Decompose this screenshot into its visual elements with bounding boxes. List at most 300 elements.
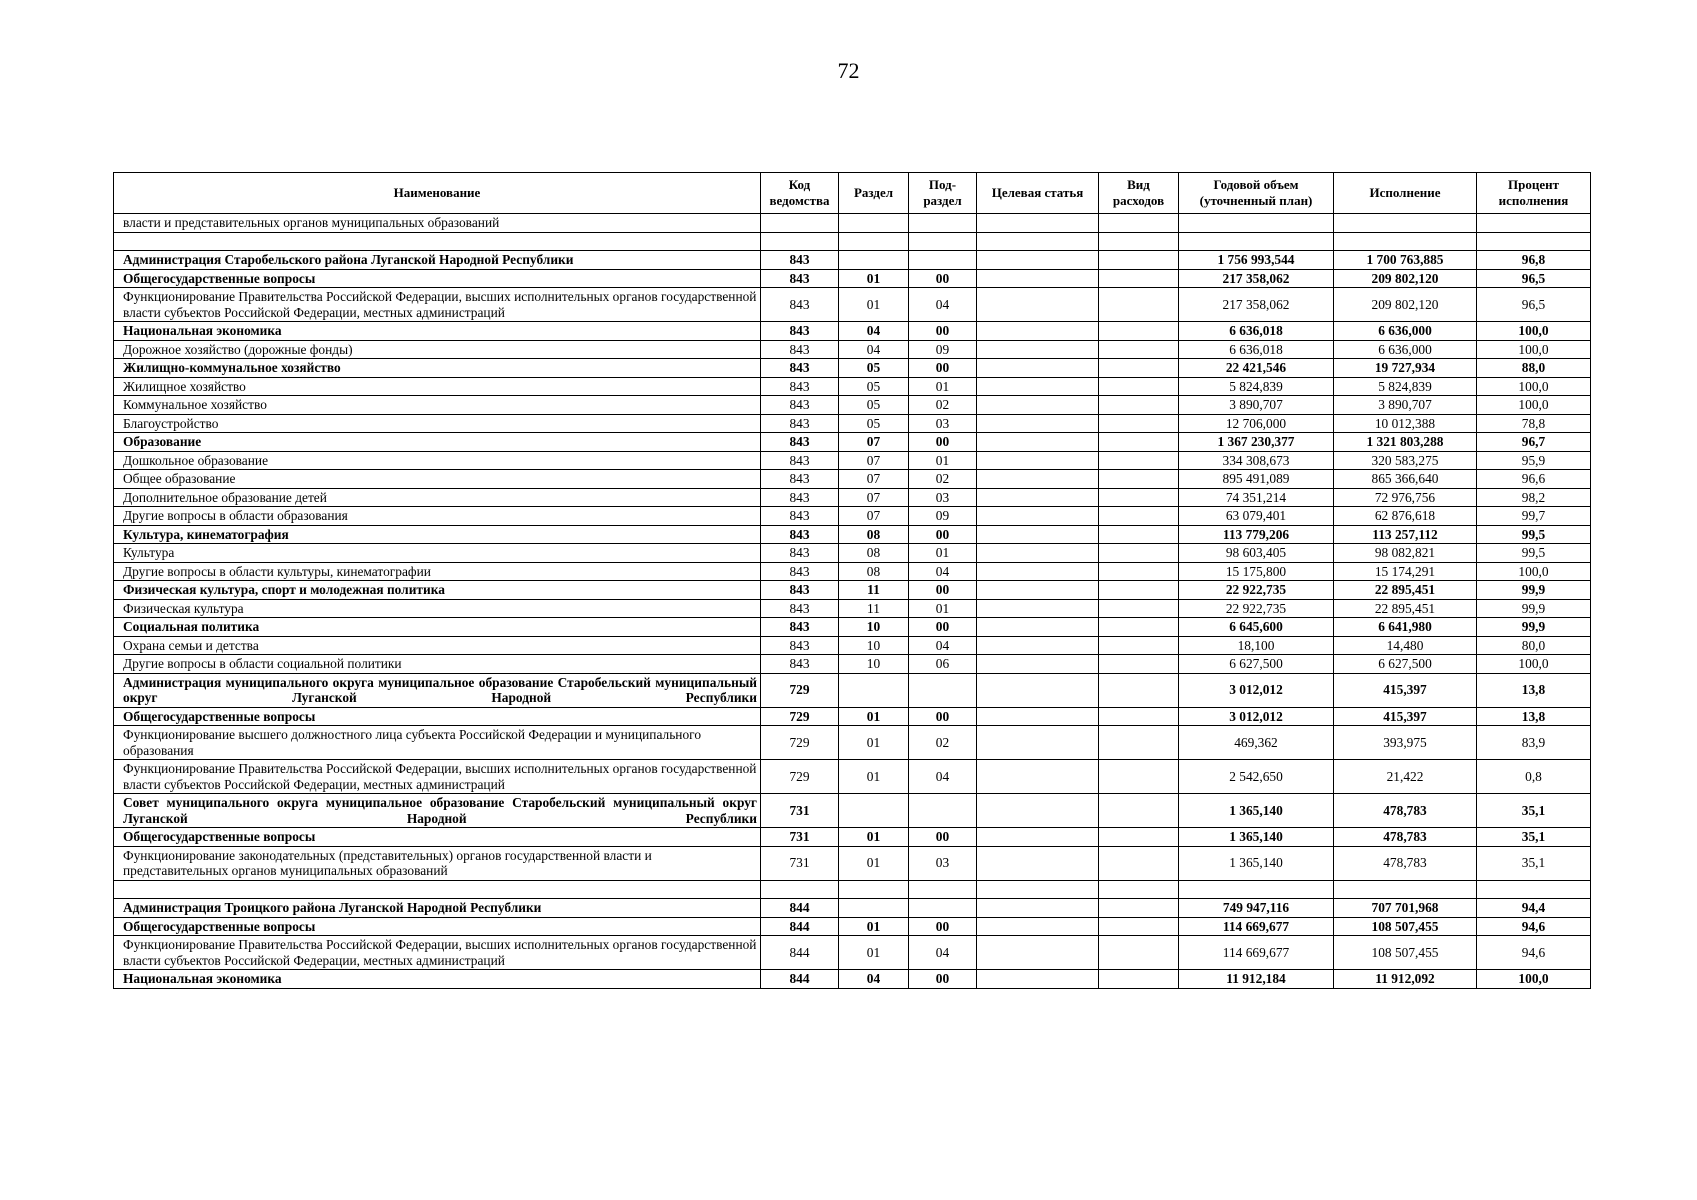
cell-execution: 22 895,451 xyxy=(1334,581,1477,600)
cell-annual-plan: 98 603,405 xyxy=(1179,544,1334,563)
table-row xyxy=(114,760,1591,794)
cell-execution: 6 641,980 xyxy=(1334,618,1477,637)
cell-subsection: 01 xyxy=(909,377,977,396)
cell-name: Общегосударственные вопросы xyxy=(114,917,761,936)
cell-name: Культура xyxy=(114,544,761,563)
cell-name: Дошкольное образование xyxy=(114,451,761,470)
cell-annual-plan: 217 358,062 xyxy=(1179,269,1334,288)
cell-section: 01 xyxy=(839,707,909,726)
cell-execution-percent: 100,0 xyxy=(1477,377,1591,396)
cell-target-article xyxy=(977,269,1099,288)
table-row xyxy=(114,544,1591,563)
cell-execution-percent: 94,6 xyxy=(1477,917,1591,936)
cell-section: 08 xyxy=(839,562,909,581)
cell-expense-type xyxy=(1099,936,1179,970)
cell-section xyxy=(839,214,909,233)
cell-name: Общегосударственные вопросы xyxy=(114,269,761,288)
cell-section: 08 xyxy=(839,525,909,544)
cell-annual-plan: 12 706,000 xyxy=(1179,414,1334,433)
cell-execution-percent: 96,5 xyxy=(1477,269,1591,288)
cell-subsection: 04 xyxy=(909,936,977,970)
cell-subsection: 04 xyxy=(909,636,977,655)
cell-ved-code: 843 xyxy=(761,581,839,600)
cell-section: 07 xyxy=(839,507,909,526)
cell-ved-code: 843 xyxy=(761,636,839,655)
cell-subsection: 09 xyxy=(909,340,977,359)
cell-execution: 478,783 xyxy=(1334,828,1477,847)
table-row xyxy=(114,377,1591,396)
cell-section: 05 xyxy=(839,414,909,433)
cell-execution: 209 802,120 xyxy=(1334,269,1477,288)
table-row xyxy=(114,396,1591,415)
cell-name: Физическая культура xyxy=(114,599,761,618)
cell-ved-code: 844 xyxy=(761,936,839,970)
table-row xyxy=(114,470,1591,489)
header-target-article: Целевая статья xyxy=(977,173,1099,214)
cell-annual-plan: 3 012,012 xyxy=(1179,673,1334,707)
cell-ved-code: 843 xyxy=(761,269,839,288)
cell-section xyxy=(839,794,909,828)
table-row xyxy=(114,562,1591,581)
cell-ved-code xyxy=(761,880,839,899)
cell-expense-type xyxy=(1099,525,1179,544)
cell-target-article xyxy=(977,214,1099,233)
cell-section xyxy=(839,232,909,251)
cell-target-article xyxy=(977,828,1099,847)
cell-section: 10 xyxy=(839,618,909,637)
cell-annual-plan xyxy=(1179,880,1334,899)
cell-subsection: 00 xyxy=(909,828,977,847)
cell-annual-plan: 74 351,214 xyxy=(1179,488,1334,507)
cell-expense-type xyxy=(1099,269,1179,288)
cell-subsection: 09 xyxy=(909,507,977,526)
cell-subsection: 01 xyxy=(909,544,977,563)
table-row xyxy=(114,581,1591,600)
cell-section: 01 xyxy=(839,760,909,794)
table-row xyxy=(114,214,1591,233)
cell-execution-percent: 98,2 xyxy=(1477,488,1591,507)
cell-ved-code: 731 xyxy=(761,794,839,828)
cell-target-article xyxy=(977,599,1099,618)
cell-name: Образование xyxy=(114,433,761,452)
cell-expense-type xyxy=(1099,377,1179,396)
cell-execution-percent: 94,4 xyxy=(1477,899,1591,918)
cell-execution-percent: 100,0 xyxy=(1477,322,1591,341)
cell-expense-type xyxy=(1099,488,1179,507)
cell-name: Общегосударственные вопросы xyxy=(114,828,761,847)
cell-target-article xyxy=(977,544,1099,563)
cell-annual-plan: 11 912,184 xyxy=(1179,970,1334,989)
cell-subsection: 00 xyxy=(909,917,977,936)
cell-ved-code: 843 xyxy=(761,340,839,359)
cell-ved-code: 731 xyxy=(761,828,839,847)
cell-annual-plan: 22 421,546 xyxy=(1179,359,1334,378)
cell-target-article xyxy=(977,288,1099,322)
cell-expense-type xyxy=(1099,562,1179,581)
cell-subsection: 00 xyxy=(909,970,977,989)
cell-ved-code: 843 xyxy=(761,377,839,396)
cell-execution: 5 824,839 xyxy=(1334,377,1477,396)
cell-subsection: 00 xyxy=(909,322,977,341)
table-body xyxy=(114,214,1591,989)
table-row xyxy=(114,899,1591,918)
cell-execution-percent: 99,5 xyxy=(1477,525,1591,544)
table-row xyxy=(114,707,1591,726)
cell-subsection: 04 xyxy=(909,760,977,794)
cell-expense-type xyxy=(1099,760,1179,794)
cell-execution: 108 507,455 xyxy=(1334,917,1477,936)
cell-section xyxy=(839,899,909,918)
cell-expense-type xyxy=(1099,970,1179,989)
cell-execution xyxy=(1334,880,1477,899)
table-row xyxy=(114,414,1591,433)
cell-execution-percent: 83,9 xyxy=(1477,726,1591,760)
cell-section: 01 xyxy=(839,726,909,760)
cell-execution-percent: 100,0 xyxy=(1477,340,1591,359)
cell-ved-code: 843 xyxy=(761,414,839,433)
cell-name: Функционирование Правительства Российской Федерации, высших исполнительных органов государственной власти субъектов Российской Федерации, местных администраций xyxy=(114,936,761,970)
cell-subsection: 00 xyxy=(909,525,977,544)
cell-section xyxy=(839,673,909,707)
cell-annual-plan: 895 491,089 xyxy=(1179,470,1334,489)
cell-target-article xyxy=(977,322,1099,341)
table-row xyxy=(114,269,1591,288)
table-row xyxy=(114,359,1591,378)
cell-section: 07 xyxy=(839,451,909,470)
cell-expense-type xyxy=(1099,707,1179,726)
cell-execution-percent: 99,5 xyxy=(1477,544,1591,563)
cell-expense-type xyxy=(1099,655,1179,674)
cell-subsection: 02 xyxy=(909,470,977,489)
cell-section: 07 xyxy=(839,433,909,452)
cell-section: 07 xyxy=(839,470,909,489)
cell-ved-code: 843 xyxy=(761,618,839,637)
cell-execution-percent: 35,1 xyxy=(1477,794,1591,828)
cell-name: Администрация Старобельского района Луганской Народной Республики xyxy=(114,251,761,270)
cell-execution-percent: 13,8 xyxy=(1477,673,1591,707)
cell-name: Администрация Троицкого района Луганской Народной Республики xyxy=(114,899,761,918)
cell-execution-percent xyxy=(1477,232,1591,251)
cell-expense-type xyxy=(1099,599,1179,618)
cell-target-article xyxy=(977,899,1099,918)
cell-subsection xyxy=(909,673,977,707)
cell-execution-percent xyxy=(1477,214,1591,233)
cell-expense-type xyxy=(1099,470,1179,489)
cell-ved-code: 731 xyxy=(761,846,839,880)
cell-ved-code: 843 xyxy=(761,544,839,563)
cell-subsection xyxy=(909,251,977,270)
cell-ved-code: 843 xyxy=(761,507,839,526)
table-row xyxy=(114,846,1591,880)
cell-name: Национальная экономика xyxy=(114,970,761,989)
cell-execution-percent: 99,9 xyxy=(1477,581,1591,600)
cell-target-article xyxy=(977,707,1099,726)
table-row xyxy=(114,451,1591,470)
cell-execution-percent: 99,7 xyxy=(1477,507,1591,526)
table-header-row xyxy=(114,173,1591,214)
cell-target-article xyxy=(977,655,1099,674)
cell-execution: 1 700 763,885 xyxy=(1334,251,1477,270)
cell-subsection: 02 xyxy=(909,726,977,760)
cell-expense-type xyxy=(1099,288,1179,322)
table-row xyxy=(114,525,1591,544)
cell-section: 01 xyxy=(839,269,909,288)
cell-ved-code: 729 xyxy=(761,726,839,760)
cell-name: Общее образование xyxy=(114,470,761,489)
table-row xyxy=(114,433,1591,452)
cell-section: 10 xyxy=(839,636,909,655)
cell-section: 11 xyxy=(839,581,909,600)
cell-expense-type xyxy=(1099,544,1179,563)
cell-target-article xyxy=(977,726,1099,760)
table-row xyxy=(114,599,1591,618)
cell-subsection: 03 xyxy=(909,488,977,507)
cell-subsection: 00 xyxy=(909,618,977,637)
cell-annual-plan: 334 308,673 xyxy=(1179,451,1334,470)
cell-annual-plan: 1 365,140 xyxy=(1179,828,1334,847)
cell-subsection xyxy=(909,214,977,233)
cell-target-article xyxy=(977,359,1099,378)
cell-ved-code: 843 xyxy=(761,288,839,322)
cell-execution: 478,783 xyxy=(1334,846,1477,880)
cell-subsection: 03 xyxy=(909,414,977,433)
cell-execution: 11 912,092 xyxy=(1334,970,1477,989)
header-ved-code: Код ведомства xyxy=(761,173,839,214)
cell-ved-code: 843 xyxy=(761,322,839,341)
cell-execution: 14,480 xyxy=(1334,636,1477,655)
cell-execution-percent: 88,0 xyxy=(1477,359,1591,378)
cell-ved-code: 843 xyxy=(761,359,839,378)
cell-execution: 10 012,388 xyxy=(1334,414,1477,433)
cell-annual-plan: 1 756 993,544 xyxy=(1179,251,1334,270)
cell-expense-type xyxy=(1099,322,1179,341)
cell-expense-type xyxy=(1099,794,1179,828)
cell-expense-type xyxy=(1099,340,1179,359)
cell-ved-code: 843 xyxy=(761,470,839,489)
cell-subsection: 00 xyxy=(909,707,977,726)
cell-name: Администрация муниципального округа муниципальное образование Старобельский муниципальный округ Луганской Народной Республики xyxy=(114,673,761,707)
cell-subsection xyxy=(909,794,977,828)
cell-annual-plan: 1 365,140 xyxy=(1179,846,1334,880)
cell-target-article xyxy=(977,936,1099,970)
cell-target-article xyxy=(977,470,1099,489)
cell-name: Другие вопросы в области образования xyxy=(114,507,761,526)
cell-name: Физическая культура, спорт и молодежная политика xyxy=(114,581,761,600)
cell-target-article xyxy=(977,340,1099,359)
cell-annual-plan: 469,362 xyxy=(1179,726,1334,760)
cell-subsection: 02 xyxy=(909,396,977,415)
cell-subsection: 03 xyxy=(909,846,977,880)
cell-subsection: 06 xyxy=(909,655,977,674)
cell-ved-code: 729 xyxy=(761,673,839,707)
cell-name: Благоустройство xyxy=(114,414,761,433)
cell-section: 05 xyxy=(839,359,909,378)
cell-subsection: 00 xyxy=(909,433,977,452)
cell-execution-percent: 0,8 xyxy=(1477,760,1591,794)
cell-target-article xyxy=(977,414,1099,433)
cell-name: Другие вопросы в области социальной политики xyxy=(114,655,761,674)
cell-section: 04 xyxy=(839,340,909,359)
cell-target-article xyxy=(977,917,1099,936)
cell-section: 01 xyxy=(839,288,909,322)
cell-name: Совет муниципального округа муниципальное образование Старобельский муниципальный округ Луганской Народной Республики xyxy=(114,794,761,828)
cell-subsection xyxy=(909,899,977,918)
cell-annual-plan: 1 365,140 xyxy=(1179,794,1334,828)
cell-target-article xyxy=(977,507,1099,526)
cell-name: Жилищно-коммунальное хозяйство xyxy=(114,359,761,378)
cell-execution: 478,783 xyxy=(1334,794,1477,828)
cell-ved-code: 729 xyxy=(761,760,839,794)
cell-target-article xyxy=(977,970,1099,989)
cell-subsection: 04 xyxy=(909,288,977,322)
cell-annual-plan xyxy=(1179,232,1334,251)
table-row xyxy=(114,726,1591,760)
cell-execution-percent: 100,0 xyxy=(1477,562,1591,581)
cell-execution: 3 890,707 xyxy=(1334,396,1477,415)
cell-annual-plan: 22 922,735 xyxy=(1179,599,1334,618)
cell-annual-plan: 113 779,206 xyxy=(1179,525,1334,544)
cell-ved-code: 843 xyxy=(761,599,839,618)
cell-expense-type xyxy=(1099,581,1179,600)
cell-subsection: 01 xyxy=(909,599,977,618)
cell-execution: 22 895,451 xyxy=(1334,599,1477,618)
cell-target-article xyxy=(977,488,1099,507)
cell-execution: 6 636,000 xyxy=(1334,340,1477,359)
cell-expense-type xyxy=(1099,251,1179,270)
cell-name: Жилищное хозяйство xyxy=(114,377,761,396)
cell-section: 01 xyxy=(839,846,909,880)
cell-section: 08 xyxy=(839,544,909,563)
cell-ved-code: 729 xyxy=(761,707,839,726)
cell-expense-type xyxy=(1099,507,1179,526)
cell-section: 01 xyxy=(839,936,909,970)
cell-target-article xyxy=(977,880,1099,899)
header-expense-type: Вид расходов xyxy=(1099,173,1179,214)
cell-section: 04 xyxy=(839,970,909,989)
cell-name: власти и представительных органов муниципальных образований xyxy=(114,214,761,233)
cell-annual-plan: 6 645,600 xyxy=(1179,618,1334,637)
cell-expense-type xyxy=(1099,828,1179,847)
header-subsection: Под-раздел xyxy=(909,173,977,214)
cell-expense-type xyxy=(1099,636,1179,655)
cell-ved-code: 843 xyxy=(761,451,839,470)
table-row xyxy=(114,880,1591,899)
cell-expense-type xyxy=(1099,880,1179,899)
cell-annual-plan: 3 012,012 xyxy=(1179,707,1334,726)
cell-expense-type xyxy=(1099,673,1179,707)
cell-target-article xyxy=(977,251,1099,270)
table-row xyxy=(114,340,1591,359)
cell-annual-plan: 114 669,677 xyxy=(1179,917,1334,936)
cell-execution-percent: 35,1 xyxy=(1477,828,1591,847)
cell-name: Дорожное хозяйство (дорожные фонды) xyxy=(114,340,761,359)
cell-subsection: 00 xyxy=(909,269,977,288)
cell-subsection xyxy=(909,880,977,899)
cell-execution: 98 082,821 xyxy=(1334,544,1477,563)
cell-execution-percent: 35,1 xyxy=(1477,846,1591,880)
table-row xyxy=(114,288,1591,322)
cell-name: Функционирование законодательных (представительных) органов государственной власти и представительных органов муниципальных образований xyxy=(114,846,761,880)
cell-target-article xyxy=(977,377,1099,396)
cell-execution: 19 727,934 xyxy=(1334,359,1477,378)
cell-target-article xyxy=(977,618,1099,637)
cell-execution-percent: 99,9 xyxy=(1477,599,1591,618)
header-name: Наименование xyxy=(114,173,761,214)
cell-expense-type xyxy=(1099,618,1179,637)
table-row xyxy=(114,618,1591,637)
cell-target-article xyxy=(977,794,1099,828)
cell-expense-type xyxy=(1099,846,1179,880)
cell-execution: 320 583,275 xyxy=(1334,451,1477,470)
cell-name: Общегосударственные вопросы xyxy=(114,707,761,726)
cell-target-article xyxy=(977,673,1099,707)
cell-expense-type xyxy=(1099,917,1179,936)
cell-name: Социальная политика xyxy=(114,618,761,637)
cell-target-article xyxy=(977,581,1099,600)
cell-target-article xyxy=(977,451,1099,470)
header-execution: Исполнение xyxy=(1334,173,1477,214)
cell-execution-percent: 94,6 xyxy=(1477,936,1591,970)
cell-execution: 415,397 xyxy=(1334,673,1477,707)
page-number: 72 xyxy=(837,58,860,83)
cell-ved-code: 844 xyxy=(761,917,839,936)
cell-execution: 865 366,640 xyxy=(1334,470,1477,489)
table-row xyxy=(114,673,1591,707)
cell-name: Охрана семьи и детства xyxy=(114,636,761,655)
header-execution-percent: Процент исполнения xyxy=(1477,173,1591,214)
cell-execution: 72 976,756 xyxy=(1334,488,1477,507)
cell-annual-plan xyxy=(1179,214,1334,233)
cell-execution: 707 701,968 xyxy=(1334,899,1477,918)
cell-subsection: 00 xyxy=(909,581,977,600)
table-row xyxy=(114,936,1591,970)
cell-execution xyxy=(1334,232,1477,251)
cell-ved-code: 843 xyxy=(761,396,839,415)
cell-name: Дополнительное образование детей xyxy=(114,488,761,507)
cell-ved-code: 843 xyxy=(761,525,839,544)
table-row xyxy=(114,322,1591,341)
budget-execution-table xyxy=(113,172,1591,989)
cell-execution-percent: 78,8 xyxy=(1477,414,1591,433)
cell-expense-type xyxy=(1099,414,1179,433)
cell-execution: 393,975 xyxy=(1334,726,1477,760)
table-row xyxy=(114,828,1591,847)
table-row xyxy=(114,655,1591,674)
cell-target-article xyxy=(977,525,1099,544)
cell-execution: 15 174,291 xyxy=(1334,562,1477,581)
cell-name: Функционирование высшего должностного лица субъекта Российской Федерации и муниципального образования xyxy=(114,726,761,760)
table-row xyxy=(114,251,1591,270)
cell-section: 04 xyxy=(839,322,909,341)
cell-section: 11 xyxy=(839,599,909,618)
cell-execution-percent: 100,0 xyxy=(1477,655,1591,674)
cell-ved-code: 843 xyxy=(761,562,839,581)
cell-target-article xyxy=(977,846,1099,880)
cell-ved-code: 844 xyxy=(761,899,839,918)
cell-subsection: 04 xyxy=(909,562,977,581)
cell-annual-plan: 6 636,018 xyxy=(1179,322,1334,341)
cell-ved-code: 843 xyxy=(761,655,839,674)
cell-execution: 6 627,500 xyxy=(1334,655,1477,674)
table-row xyxy=(114,636,1591,655)
cell-annual-plan: 63 079,401 xyxy=(1179,507,1334,526)
cell-execution-percent: 13,8 xyxy=(1477,707,1591,726)
cell-execution: 62 876,618 xyxy=(1334,507,1477,526)
cell-name xyxy=(114,232,761,251)
cell-execution-percent: 99,9 xyxy=(1477,618,1591,637)
cell-expense-type xyxy=(1099,232,1179,251)
cell-expense-type xyxy=(1099,899,1179,918)
